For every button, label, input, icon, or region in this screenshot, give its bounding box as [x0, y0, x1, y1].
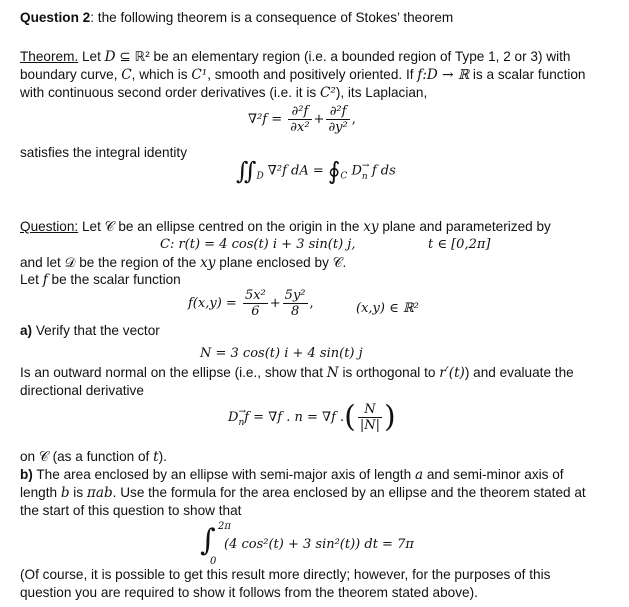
fraction-5y2-8 [283, 288, 308, 319]
satisfies-text: satisfies the integral identity [20, 145, 187, 160]
double-integral-sign: ∬ [236, 157, 257, 185]
ellipse-parameterization [160, 236, 355, 254]
question-line-4 [20, 271, 181, 289]
math-C: C [121, 67, 132, 83]
fraction-denominator: ∂y² [328, 120, 348, 135]
directional-derivative-formula [228, 399, 396, 435]
question-text: and let 𝒟 be the region of the [20, 255, 201, 270]
question-label: Question: [20, 219, 79, 234]
question-header-text: : the following theorem is a consequence of Stokes’ theorem [90, 10, 454, 25]
f-domain: (x,y) ∈ ℝ² [356, 301, 419, 316]
math-pi-ab: πab [86, 485, 113, 501]
fraction-numerator: 5x² [244, 288, 266, 303]
fraction-denominator: ∂x² [290, 120, 310, 135]
directional-derivative-D: D [351, 163, 362, 179]
integral-expression: (4 cos²(t) + 3 sin²(t)) dt = 7π [224, 537, 414, 552]
plus-sign: + [313, 112, 325, 127]
fraction-numerator: ∂²f [288, 104, 311, 120]
laplacian-lhs: ∇²f = [248, 112, 283, 127]
question-line-3 [20, 254, 346, 272]
question-header [20, 9, 453, 27]
question-text: Let 𝒞 be an ellipse centred on the origin in the [78, 219, 364, 234]
fraction-denominator: 6 [251, 304, 260, 319]
theorem-line-2 [20, 66, 585, 84]
fraction-numerator: 5y² [284, 288, 306, 303]
math-C2: C² [319, 85, 336, 101]
part-b-label: b) [20, 467, 33, 482]
part-a-text: is orthogonal to [338, 365, 440, 380]
on-c-text: ). [158, 449, 167, 464]
laplacian-formula [248, 104, 356, 135]
part-a-text: Verify that the vector [32, 323, 160, 338]
theorem-label: Theorem. [20, 49, 79, 64]
part-b-line-3: the start of this question to show that [20, 503, 242, 518]
part-a-text: Is an outward normal on the ellipse (i.e., show that [20, 365, 327, 380]
fraction-numerator: ∂²f [326, 104, 349, 120]
normal-vector-equation: N = 3 cos(t) i + 4 sin(t) j [200, 346, 363, 361]
integral-upper-limit: 2π [218, 521, 231, 532]
plus-sign: + [269, 296, 281, 311]
comma: , [351, 112, 356, 127]
scalar-function-formula [188, 288, 314, 319]
integral-subscript: D [256, 171, 264, 182]
on-c-text: on 𝒞 (as a function of [20, 449, 154, 464]
theorem-line-1 [20, 48, 570, 66]
dd-expression: f = ∇f . n = ∇f . [244, 410, 345, 425]
fraction-denominator: 8 [290, 304, 300, 319]
part-b-line-2 [20, 484, 586, 502]
math-R2: ℝ² [134, 49, 150, 64]
question-line-1 [20, 218, 551, 236]
question-text: Let [20, 272, 43, 287]
normal-subscript: → n [238, 414, 244, 432]
math-f-map: f:D → ℝ [417, 67, 470, 83]
part-b-text: is [69, 485, 87, 500]
fraction-denominator: |N| [359, 418, 381, 433]
f-lhs: f(x,y) = [188, 296, 237, 311]
math-r-prime: r′(t) [439, 365, 465, 381]
part-a-line-3: directional derivative [20, 383, 144, 398]
integral-lower-limit: 0 [210, 556, 217, 567]
math-b: b [60, 485, 70, 501]
fraction-d2f-dx2 [288, 104, 311, 135]
math-xy: xy [200, 255, 216, 271]
integral-identity [236, 157, 396, 186]
fraction-numerator: N [358, 402, 382, 418]
part-b-text: . Use the formula for the area enclosed by an ellipse and the theorem stated at [112, 485, 586, 500]
left-paren: ( [344, 399, 356, 435]
part-a-line-2 [20, 364, 574, 382]
theorem-text: be an elementary region (i.e. a bounded region of Type 1, 2 or 3) with [149, 49, 571, 64]
identity-rhs: f ds [371, 163, 396, 179]
note-line-1: (Of course, it is possible to get this result more directly; however, for the purposes of this [20, 567, 551, 582]
directional-derivative-D: D [228, 410, 239, 425]
normal-subscript: → n [362, 168, 368, 186]
note-line-2: question you are required to show it follows from the theorem stated above). [20, 585, 478, 600]
part-b-text: The area enclosed by an ellipse with semi-major axis of length [32, 467, 415, 482]
part-b-text: and semi-minor axis of [423, 467, 564, 482]
integral-sign: ∫ [200, 523, 216, 558]
math-f: f [42, 272, 48, 288]
part-a-line-1 [20, 322, 160, 340]
math-xy: xy [363, 219, 379, 235]
fraction-N-over-normN [358, 402, 382, 433]
theorem-text: Let [78, 49, 105, 64]
theorem-text: boundary curve, [20, 67, 122, 82]
question-text: be the scalar function [47, 272, 181, 287]
theorem-line-3 [20, 84, 427, 102]
part-a-label: a) [20, 323, 33, 338]
part-b-text: length [20, 485, 61, 500]
math-C1: C¹ [191, 67, 208, 83]
question-text: plane and parameterized by [378, 219, 551, 234]
right-paren: ) [384, 399, 396, 435]
theorem-text: , which is [131, 67, 192, 82]
theorem-text: is a scalar function [469, 67, 586, 82]
part-a-text: ) and evaluate the [464, 365, 574, 380]
comma: , [309, 296, 314, 311]
fraction-d2f-dy2 [326, 104, 349, 135]
theorem-text: with continuous second order derivatives (i.e. it is [20, 85, 320, 100]
math-a: a [414, 467, 424, 483]
contour-integral-sign: ∮ [327, 157, 341, 185]
math-t: t [153, 449, 159, 465]
math-D: D [104, 49, 116, 65]
on-c-line [20, 448, 167, 466]
theorem-text: , smooth and positively oriented. If [207, 67, 418, 82]
question-number: Question 2 [20, 10, 91, 25]
theorem-text: ), its Laplacian, [335, 85, 428, 100]
math-subseteq: ⊆ [119, 49, 131, 64]
fraction-5x2-6 [243, 288, 268, 319]
identity-integrand: ∇²f dA = [267, 163, 324, 179]
question-text: plane enclosed by 𝒞. [215, 255, 347, 270]
math-N: N [326, 365, 339, 381]
part-b-line-1 [20, 466, 564, 484]
param-range: t ∈ [0,2π] [428, 237, 491, 252]
integral-subscript: C [340, 171, 348, 182]
param-equation: C: r(t) = 4 cos(t) i + 3 sin(t) j, [160, 237, 356, 252]
